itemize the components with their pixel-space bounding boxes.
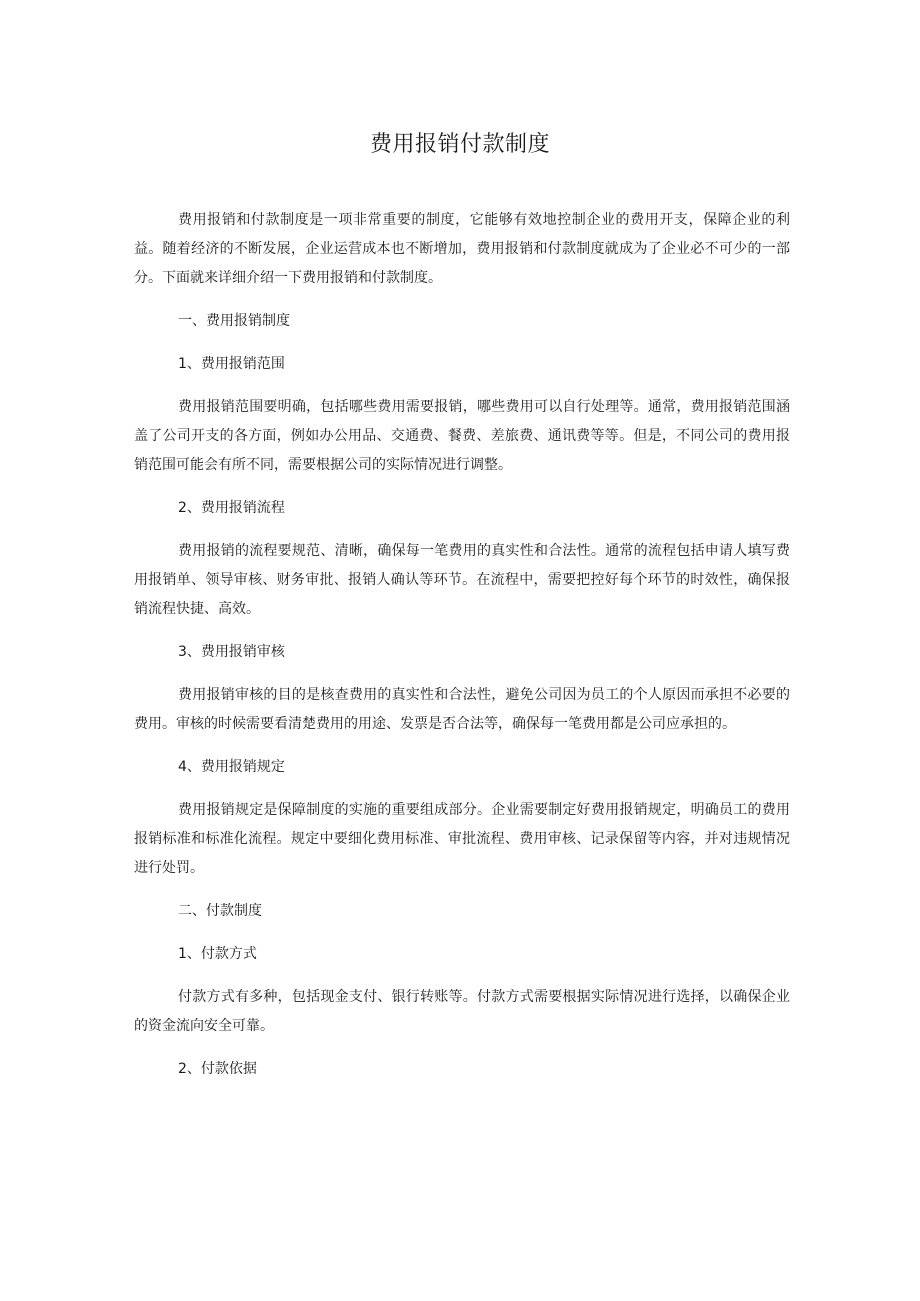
- paragraph-payment-method: 付款方式有多种，包括现金支付、银行转账等。付款方式需要根据实际情况进行选择，以确保企业的资金流向安全可靠。: [134, 989, 790, 1034]
- paragraph-expense-review: 费用报销审核的目的是核查费用的真实性和合法性，避免公司因为员工的个人原因而承担不必要的费用。审核的时候需要看清楚费用的用途、发票是否合法等，确保每一笔费用都是公司应承担的。: [134, 687, 790, 732]
- subheading-expense-scope: 1、费用报销范围: [178, 356, 285, 372]
- document-title: 费用报销付款制度: [369, 132, 550, 157]
- section-heading-expense: 一、费用报销制度: [178, 313, 290, 329]
- intro-paragraph: 费用报销和付款制度是一项非常重要的制度，它能够有效地控制企业的费用开支，保障企业的利益。随着经济的不断发展，企业运营成本也不断增加，费用报销和付款制度就成为了企业必不可少的一部分。下面就来详细介绍一下费用报销和付款制度。: [134, 212, 790, 286]
- paragraph-expense-rules: 费用报销规定是保障制度的实施的重要组成部分。企业需要制定好费用报销规定，明确员工的费用报销标准和标准化流程。规定中要细化费用标准、审批流程、费用审核、记录保留等内容，并对违规情况进行处罚。: [134, 802, 790, 876]
- subheading-payment-basis: 2、付款依据: [178, 1061, 257, 1077]
- paragraph-expense-scope: 费用报销范围要明确，包括哪些费用需要报销，哪些费用可以自行处理等。通常，费用报销范围涵盖了公司开支的各方面，例如办公用品、交通费、餐费、差旅费、通讯费等等。但是，不同公司的费用报销范围可能会有所不同，需要根据公司的实际情况进行调整。: [134, 399, 790, 473]
- paragraph-expense-process: 费用报销的流程要规范、清晰，确保每一笔费用的真实性和合法性。通常的流程包括申请人填写费用报销单、领导审核、财务审批、报销人确认等环节。在流程中，需要把控好每个环节的时效性，确保报销流程快捷、高效。: [134, 543, 790, 617]
- subheading-expense-review: 3、费用报销审核: [178, 644, 285, 660]
- subheading-payment-method: 1、付款方式: [178, 946, 257, 962]
- subheading-expense-rules: 4、费用报销规定: [178, 759, 285, 775]
- subheading-expense-process: 2、费用报销流程: [178, 500, 285, 516]
- document-body: [134, 206, 790, 1098]
- section-heading-payment: 二、付款制度: [178, 903, 262, 919]
